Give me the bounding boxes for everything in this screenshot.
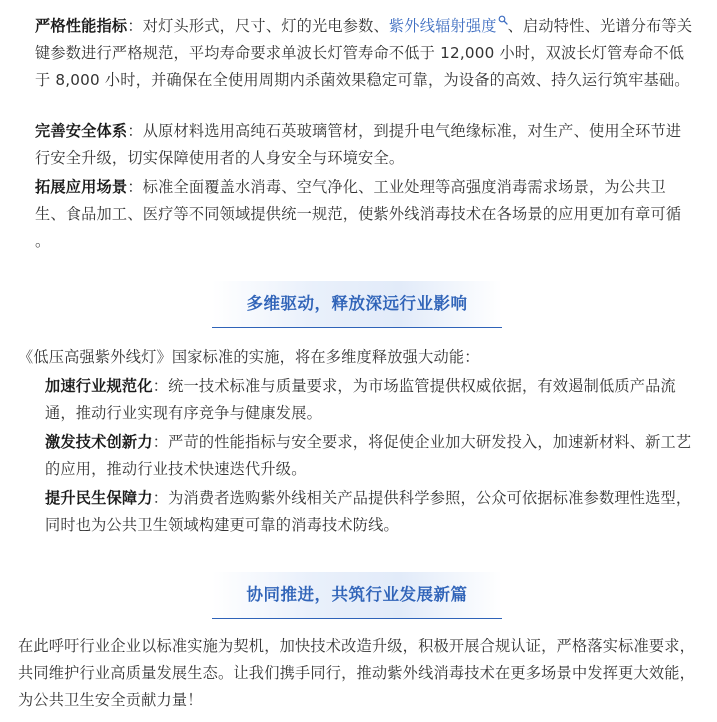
impact-intro: 《低压高强紫外线灯》国家标准的实施，将在多维度释放强大动能： <box>18 348 480 366</box>
impact-item-innovation <box>45 429 695 483</box>
impact-item-title: 激发技术创新力 <box>45 433 153 451</box>
impact-item-text: ：为消费者选购紫外线相关产品提供科学参照，公众可依据标准参数理性选型，同时也为公共卫生领域构建更可靠的消毒技术防线。 <box>45 489 692 534</box>
impact-item-title: 提升民生保障力 <box>45 489 153 507</box>
safety-title: 完善安全体系 <box>35 122 128 140</box>
impact-item-livelihood <box>45 485 695 539</box>
application-text: ：标准全面覆盖水消毒、空气净化、工业处理等高强度消毒需求场景，为公共卫生、食品加工、医疗等不同领域提供统一规范，使紫外线消毒技术在各场景的应用更加有章可循 。 <box>35 178 682 250</box>
safety-paragraph <box>35 118 695 172</box>
impact-item-standardization <box>45 373 695 427</box>
performance-paragraph <box>35 13 695 94</box>
impact-item-text: ：统一技术标准与质量要求，为市场监管提供权威依据，有效遏制低质产品流通，推动行业实现有序竞争与健康发展。 <box>45 377 676 422</box>
search-icon[interactable] <box>498 15 508 25</box>
safety-text: ：从原材料选用高纯石英玻璃管材，到提升电气绝缘标准，对生产、使用全环节进行安全升级，切实保障使用者的人身安全与环境安全。 <box>35 122 682 167</box>
application-title: 拓展应用场景 <box>35 178 128 196</box>
performance-text-after: 、启动特性、光谱分布等关键参数进行严格规范，平均寿命要求单波长灯管寿命不低于 12,000 小时，双波长灯管寿命不低于 8,000 小时，并确保在全使用周期内杀菌效果稳定可靠，为设备的高效、持久运行筑牢基础。 <box>35 17 693 89</box>
cooperation-paragraph: 在此呼吁行业企业以标准实施为契机，加快技术改造升级，积极开展合规认证，严格落实标准要求，共同维护行业高质量发展生态。让我们携手同行，推动紫外线消毒技术在更多场景中发挥更大效能，为公共卫生安全贡献力量！ <box>18 637 696 709</box>
performance-title: 严格性能指标 <box>35 17 128 35</box>
impact-item-text: ：严苛的性能指标与安全要求，将促使企业加大研发投入，加速新材料、新工艺的应用，推动行业技术快速迭代升级。 <box>45 433 692 478</box>
uv-intensity-link[interactable]: 紫外线辐射强度 <box>388 17 497 35</box>
section-heading-cooperation: 协同推进，共筑行业发展新篇 <box>212 572 502 619</box>
application-paragraph <box>35 174 695 255</box>
performance-text-before: ：对灯头形式，尺寸、灯的光电参数、 <box>127 17 389 35</box>
impact-item-title: 加速行业规范化 <box>45 377 153 395</box>
section-heading-impact: 多维驱动，释放深远行业影响 <box>212 281 502 328</box>
